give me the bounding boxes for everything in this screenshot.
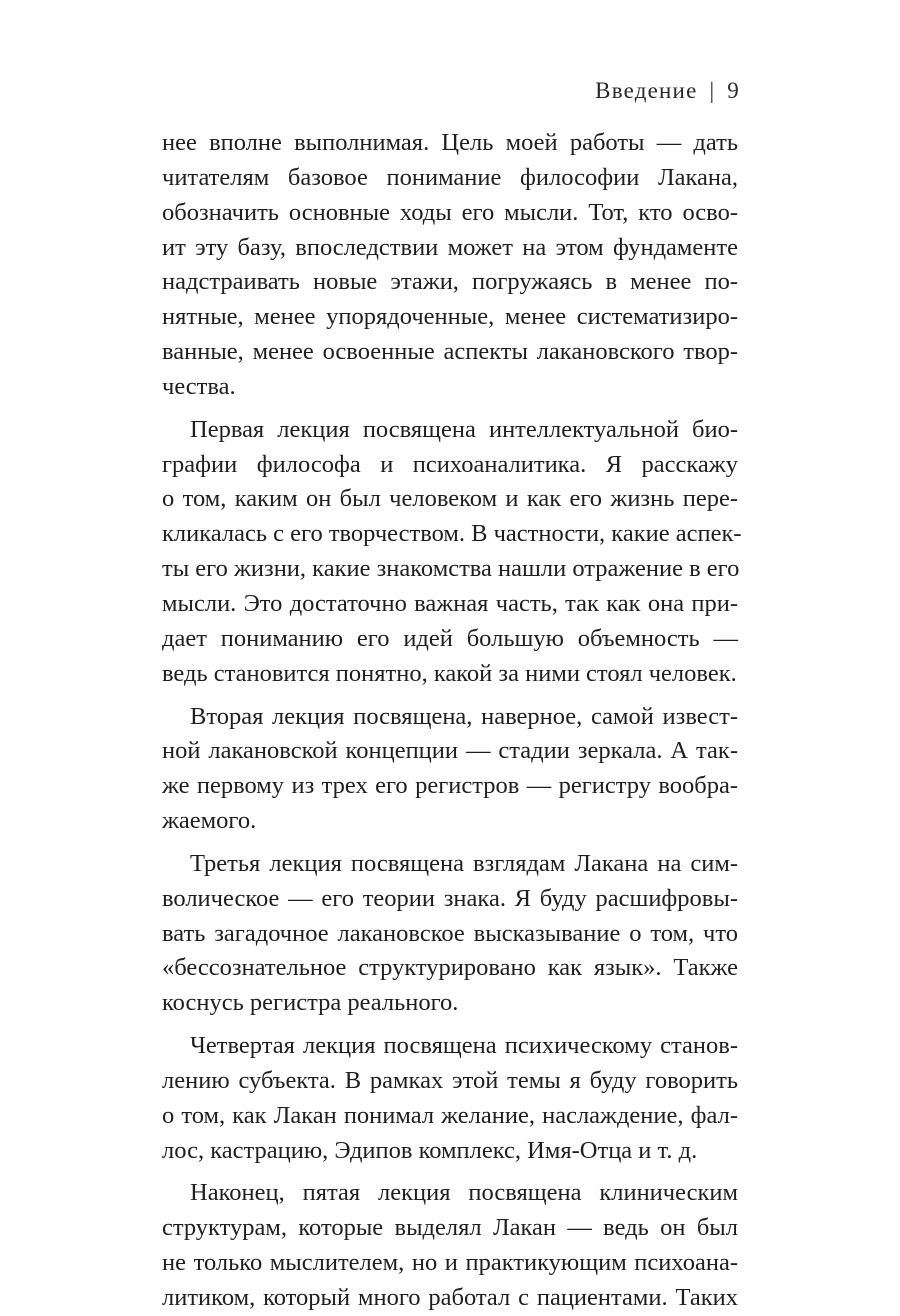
text-line: ванные, менее освоенные аспекты лакановского твор-	[162, 338, 738, 366]
paragraph	[162, 700, 738, 839]
text-line: надстраивать новые этажи, погружаясь в менее по-	[162, 268, 738, 296]
text-line: ты его жизни, какие знакомства нашли отражение в его	[162, 555, 740, 583]
text-line: ведь становится понятно, какой за ними стоял человек.	[162, 659, 737, 687]
text-line: кликалась с его творчеством. В частности, какие аспек-	[162, 520, 742, 548]
paragraph	[162, 847, 738, 1021]
text-line: волическое — его теории знака. Я буду расшифровы-	[162, 884, 738, 912]
text-line: Вторая лекция посвящена, наверное, самой извест-	[190, 702, 738, 730]
text-line: Первая лекция посвящена интеллектуальной био-	[190, 415, 738, 443]
text-line: «бессознательное структурировано как язык». Также	[162, 954, 738, 982]
text-line: Четвертая лекция посвящена психическому станов-	[190, 1032, 738, 1060]
text-line: графии философа и психоаналитика. Я расскажу	[162, 450, 738, 478]
text-line: о том, как Лакан понимал желание, наслаждение, фал-	[162, 1101, 738, 1129]
body-text	[162, 126, 742, 1316]
text-line: структурам, которые выделял Лакан — ведь он был	[162, 1214, 738, 1242]
text-line: лению субъекта. В рамках этой темы я буду говорить	[162, 1066, 738, 1094]
text-line: дает пониманию его идей большую объемность —	[162, 624, 738, 652]
text-line: нятные, менее упорядоченные, менее систематизиро-	[162, 303, 738, 331]
paragraph	[162, 413, 742, 692]
paragraph	[162, 1176, 738, 1315]
paragraph	[162, 126, 738, 405]
text-line: коснусь регистра реального.	[162, 989, 459, 1017]
running-header	[595, 78, 740, 104]
text-line: Наконец, пятая лекция посвящена клиническим	[190, 1179, 738, 1207]
text-line: ной лакановской концепции — стадии зеркала. А так-	[162, 737, 738, 765]
text-line: Третья лекция посвящена взглядам Лакана на сим-	[190, 849, 738, 877]
text-line: вать загадочное лакановское высказывание о том, что	[162, 919, 738, 947]
text-line: чества.	[162, 372, 236, 400]
text-line: ит эту базу, впоследствии может на этом фундаменте	[162, 233, 738, 261]
paragraph	[162, 1029, 738, 1168]
text-line: читателям базовое понимание философии Лакана,	[162, 163, 738, 191]
text-line: же первому из трех его регистров — регистру вообра-	[162, 772, 738, 800]
text-line: нее вполне выполнимая. Цель моей работы — дать	[162, 129, 738, 156]
section-title: Введение	[595, 78, 698, 103]
text-line: мысли. Это достаточно важная часть, так как она при-	[162, 589, 738, 617]
text-line: обозначить основные ходы его мысли. Тот, кто осво-	[162, 198, 738, 226]
text-line: о том, каким он был человеком и как его жизнь пере-	[162, 485, 738, 513]
header-separator: |	[709, 78, 716, 103]
text-line: лос, кастрацию, Эдипов комплекс, Имя-Отца и т. д.	[162, 1136, 698, 1164]
text-line: жаемого.	[162, 807, 257, 835]
text-line: не только мыслителем, но и практикующим психоана-	[162, 1249, 738, 1277]
page-number: 9	[727, 78, 740, 103]
text-line: литиком, который много работал с пациентами. Таких	[162, 1284, 738, 1311]
